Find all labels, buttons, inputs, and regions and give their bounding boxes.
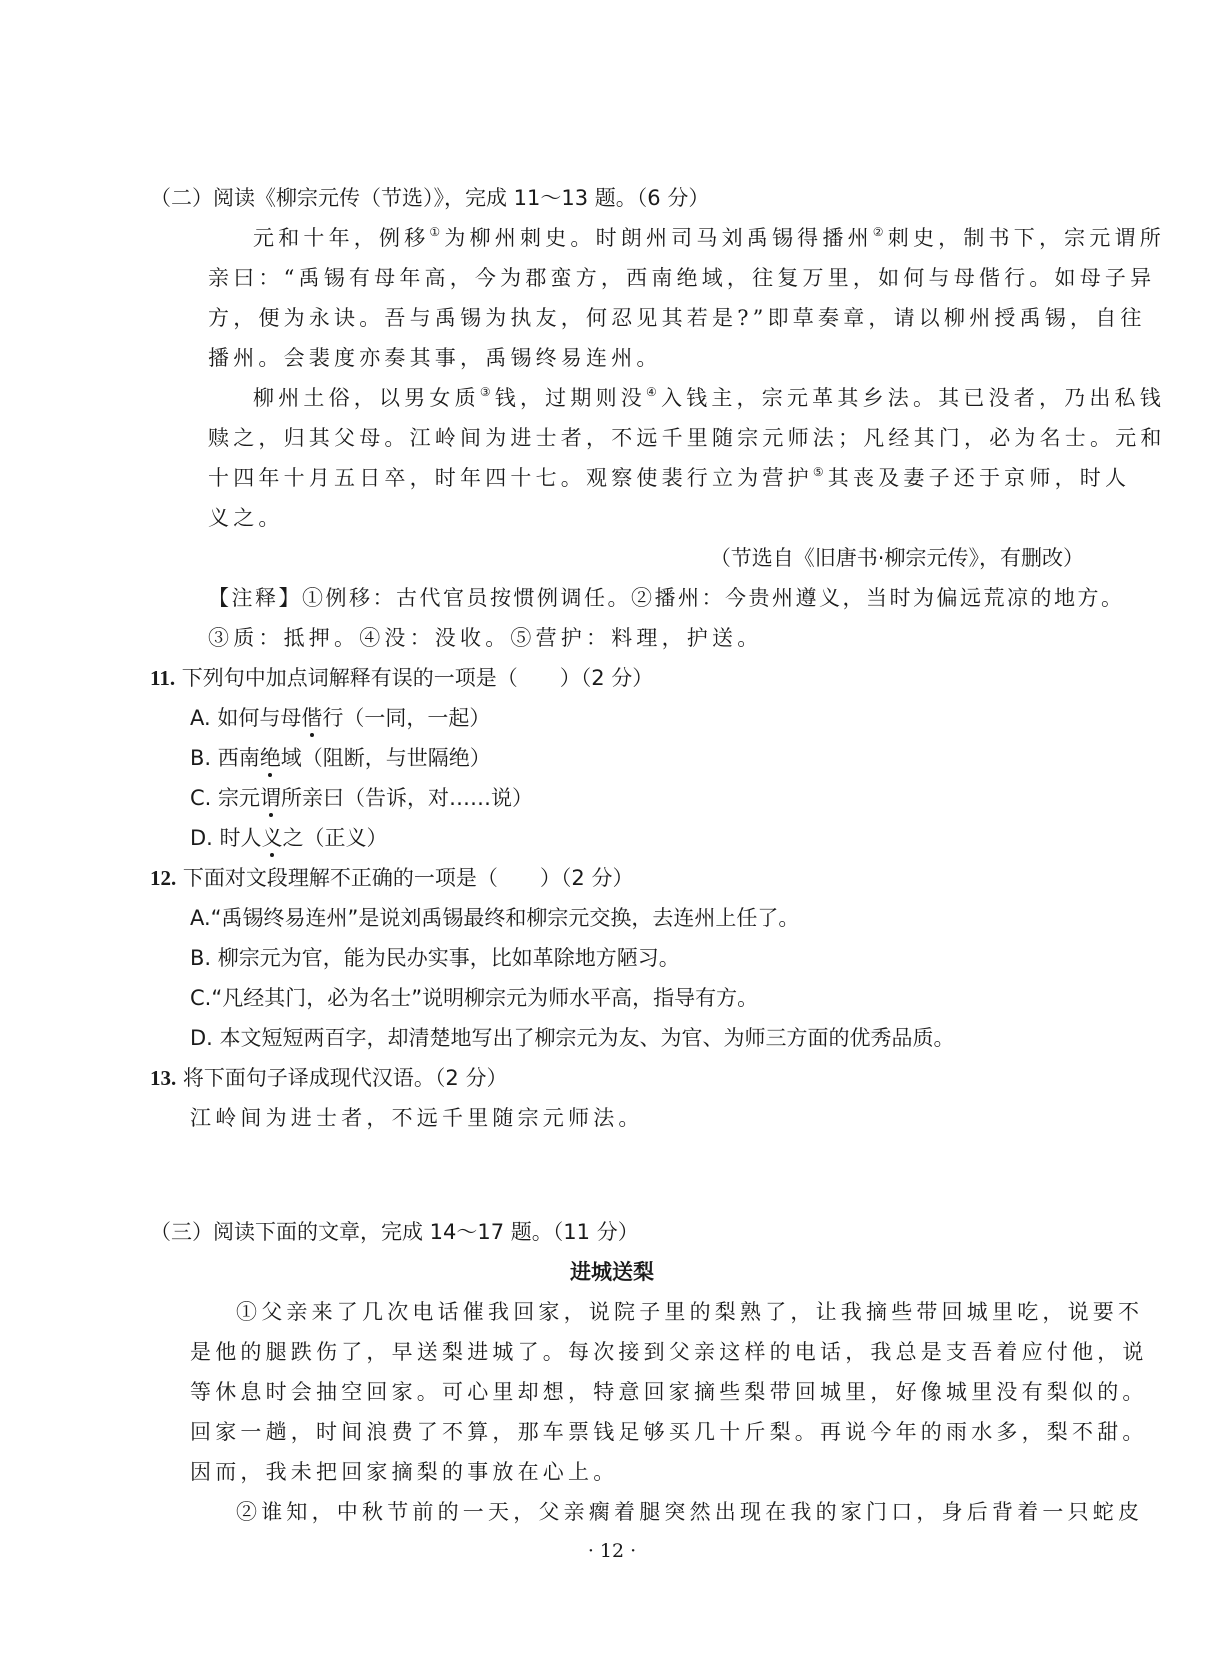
section-2-header: （二）阅读《柳宗元传（节选）》，完成 11～13 题。（6 分）: [150, 186, 710, 210]
article-line-1: ①父亲来了几次电话催我回家，说院子里的梨熟了，让我摘些带回城里吃，说要不: [236, 1300, 1144, 1324]
article-line-6: ②谁知，中秋节前的一天，父亲瘸着腿突然出现在我的家门口，身后背着一只蛇皮: [236, 1500, 1144, 1524]
emphasis-dot-char: 谓: [260, 786, 282, 810]
passage-line-1: 元和十年，例移①为柳州刺史。时朗州司马刘禹锡得播州②刺史，制书下，宗元谓所: [253, 225, 1165, 250]
passage-line-7: 十四年十月五日卒，时年四十七。观察使裴行立为营护⑤其丧及妻子还于京师，时人: [208, 465, 1131, 490]
question-13: 13. 将下面句子译成现代汉语。（2 分）: [150, 1066, 508, 1090]
option-12-d: D. 本文短短两百字，却清楚地写出了柳宗元为友、为官、为师三方面的优秀品质。: [190, 1026, 955, 1050]
option-12-c: C.“凡经其门，必为名士”说明柳宗元为师水平高，指导有方。: [190, 986, 759, 1010]
page-number: · 12 ·: [587, 1540, 637, 1562]
notes-line-2: ③质：抵押。④没：没收。⑤营护：料理，护送。: [208, 626, 763, 650]
emphasis-dot-char: 义: [261, 826, 283, 850]
section-3-header: （三）阅读下面的文章，完成 14～17 题。（11 分）: [150, 1220, 639, 1244]
option-11-d: D. 时人义之（正义）: [190, 826, 388, 850]
emphasis-dot-char: 偕: [301, 706, 323, 730]
article-line-4: 回家一趟，时间浪费了不算，那车票钱足够买几十斤梨。再说今年的雨水多，梨不甜。: [190, 1420, 1148, 1444]
question-11: 11. 下列句中加点词解释有误的一项是（ ）（2 分）: [150, 666, 654, 690]
question-12: 12. 下面对文段理解不正确的一项是（ ）（2 分）: [150, 866, 634, 890]
article-line-3: 等休息时会抽空回家。可心里却想，特意回家摘些梨带回城里，好像城里没有梨似的。: [190, 1380, 1148, 1404]
option-11-a: A. 如何与母偕行（一同，一起）: [190, 706, 491, 730]
emphasis-dot-char: 绝: [259, 746, 281, 770]
passage-line-3: 方，便为永诀。吾与禹锡为执友，何忍见其若是?”即草奏章，请以柳州授禹锡，自往: [208, 306, 1146, 330]
passage-line-4: 播州。会裴度亦奏其事，禹锡终易连州。: [208, 346, 662, 370]
article-line-2: 是他的腿跌伤了，早送梨进城了。每次接到父亲这样的电话，我总是支吾着应付他，说: [190, 1340, 1148, 1364]
passage-line-8: 义之。: [208, 506, 284, 530]
passage-line-5: 柳州土俗，以男女质③钱，过期则没④入钱主，宗元革其乡法。其已没者，乃出私钱: [253, 385, 1165, 410]
passage-source: （节选自《旧唐书·柳宗元传》，有删改）: [709, 546, 1084, 570]
translation-sentence: 江岭间为进士者，不远千里随宗元师法。: [190, 1106, 644, 1130]
passage-line-2: 亲曰：“禹锡有母年高，今为郡蛮方，西南绝域，往复万里，如何与母偕行。如母子异: [208, 266, 1156, 290]
option-11-c: C. 宗元谓所亲曰（告诉，对……说）: [190, 786, 534, 810]
notes-line-1: 【注释】①例移：古代官员按惯例调任。②播州：今贵州遵义，当时为偏远荒凉的地方。: [208, 586, 1125, 610]
option-11-b: B. 西南绝域（阻断，与世隔绝）: [190, 746, 491, 770]
option-12-b: B. 柳宗元为官，能为民办实事，比如革除地方陋习。: [190, 946, 680, 970]
article-line-5: 因而，我未把回家摘梨的事放在心上。: [190, 1460, 619, 1484]
article-title: 进城送梨: [570, 1260, 654, 1284]
passage-line-6: 赎之，归其父母。江岭间为进士者，不远千里随宗元师法；凡经其门，必为名士。元和: [208, 426, 1166, 450]
option-12-a: A.“禹锡终易连州”是说刘禹锡最终和柳宗元交换，去连州上任了。: [190, 906, 800, 930]
